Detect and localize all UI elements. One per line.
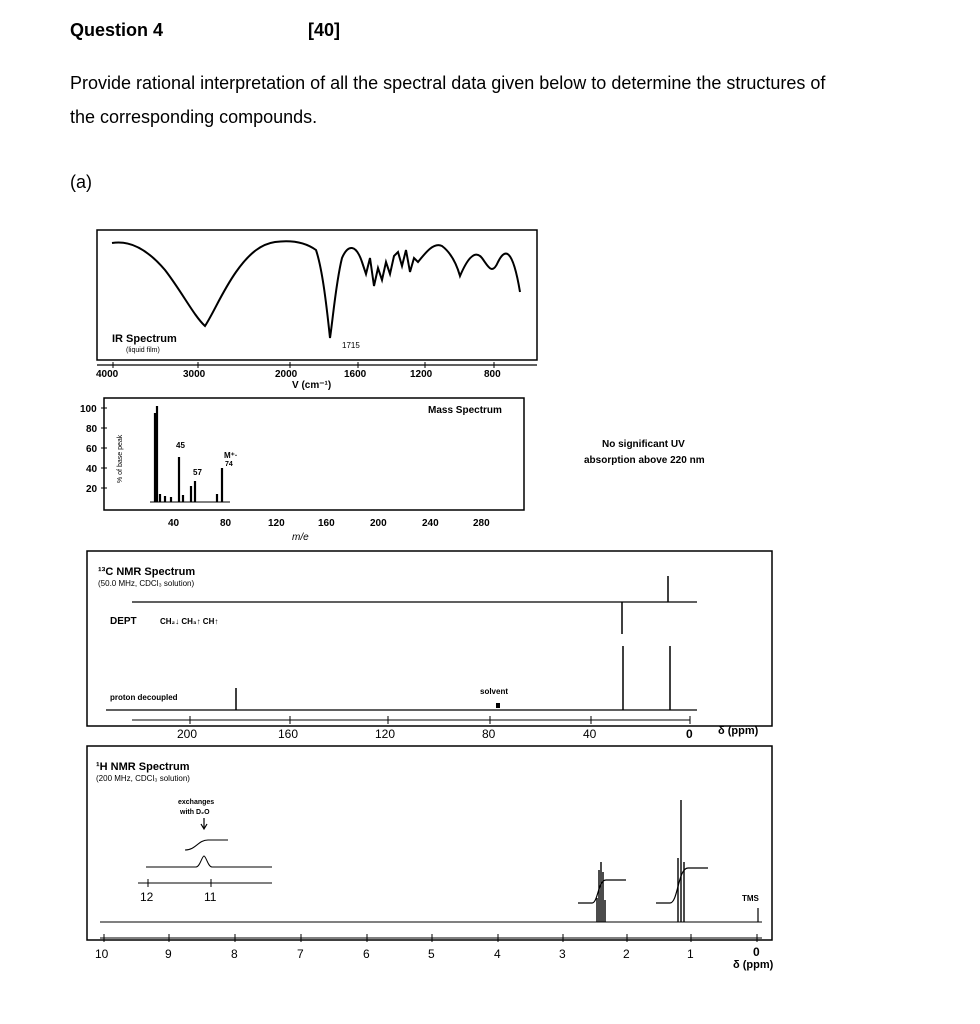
ms-molecular-ion-label: M⁺· (224, 451, 238, 460)
ms-peak-57-label: 57 (193, 468, 202, 477)
h1-triplet (678, 800, 684, 922)
decoupled-label: proton decoupled (110, 693, 178, 702)
ms-peak-74-label: 74 (225, 461, 233, 468)
uv-note-line-1: No significant UV (602, 439, 685, 450)
h1-axis-unit: δ (ppm) (733, 959, 774, 971)
integral-ch2 (578, 880, 626, 903)
ir-tick-2000: 2000 (275, 369, 298, 380)
c13-axis-unit: δ (ppm) (718, 725, 759, 737)
question-instructions: Provide rational interpretation of all the spectral data given below to determine the structures of the corresponding compounds. (70, 73, 826, 127)
ms-xtick-40: 40 (168, 518, 180, 529)
h1-tick-10: 10 (95, 947, 109, 961)
ir-tick-1200: 1200 (410, 369, 433, 380)
ms-ytick-40: 40 (86, 464, 98, 475)
question-title: Question 4 (70, 20, 164, 40)
c13-nmr-panel (87, 551, 772, 741)
ms-ytick-20: 20 (86, 484, 98, 495)
inset-tick-11: 11 (204, 890, 217, 904)
h1-title: ¹H NMR Spectrum (96, 761, 190, 773)
c13-tick-40: 40 (583, 727, 597, 741)
h1-tick-4: 4 (494, 947, 501, 961)
ir-tick-1600: 1600 (344, 369, 367, 380)
inset-oh-peak (146, 856, 272, 867)
h1-subtitle: (200 MHz, CDCl₃ solution) (96, 774, 190, 783)
ms-ytick-80: 80 (86, 424, 98, 435)
ir-absorption-trace (112, 241, 520, 338)
ir-tick-800: 800 (484, 369, 501, 380)
h1-tick-5: 5 (428, 947, 435, 961)
mass-spectrum-panel (80, 398, 524, 543)
integral-ch3 (656, 868, 708, 903)
h1-nmr-panel (87, 746, 774, 971)
ir-tick-3000: 3000 (183, 369, 206, 380)
ms-ytick-100: 100 (80, 404, 97, 415)
ir-tick-4000: 4000 (96, 369, 119, 380)
h1-tick-2: 2 (623, 947, 630, 961)
ms-xtick-280: 280 (473, 518, 490, 529)
ms-xtick-120: 120 (268, 518, 285, 529)
question-marks: [40] (308, 20, 341, 40)
c13-tick-160: 160 (278, 727, 299, 741)
c13-tick-120: 120 (375, 727, 396, 741)
ms-y-label: % of base peak (117, 434, 124, 483)
dept-legend: CH₂↓ CH₃↑ CH↑ (160, 617, 219, 626)
ms-title: Mass Spectrum (428, 405, 502, 416)
ms-x-label: m/e (292, 532, 309, 543)
ir-peak-1715-label: 1715 (342, 341, 360, 350)
h1-tick-3: 3 (559, 947, 566, 961)
c13-title: ¹³C NMR Spectrum (98, 566, 196, 578)
h1-tick-9: 9 (165, 947, 172, 961)
tms-label: TMS (742, 894, 759, 903)
ir-spectrum-panel (96, 230, 537, 391)
exchange-note-line-1: exchanges (178, 799, 215, 806)
solvent-label: solvent (480, 687, 509, 696)
ir-axis-label: V (cm⁻¹) (292, 380, 332, 391)
solvent-peak (496, 703, 500, 708)
ir-title: IR Spectrum (112, 333, 177, 345)
c13-tick-80: 80 (482, 727, 496, 741)
ms-peaks (155, 406, 222, 502)
c13-subtitle: (50.0 MHz, CDCl₃ solution) (98, 579, 195, 588)
h1-tick-6: 6 (363, 947, 370, 961)
ms-xtick-240: 240 (422, 518, 439, 529)
h1-tick-1: 1 (687, 947, 694, 961)
ir-subtitle: (liquid film) (126, 347, 160, 354)
h1-tick-0: 0 (753, 945, 760, 959)
exchange-arrow (201, 818, 207, 829)
inset-integral (185, 840, 228, 850)
dept-label: DEPT (110, 616, 137, 627)
uv-note-line-2: absorption above 220 nm (584, 455, 705, 466)
c13-tick-200: 200 (177, 727, 198, 741)
ms-xtick-80: 80 (220, 518, 232, 529)
ms-xtick-160: 160 (318, 518, 335, 529)
c13-tick-0: 0 (686, 727, 693, 741)
part-label: (a) (70, 172, 92, 192)
ms-peak-45-label: 45 (176, 441, 185, 450)
h1-tick-7: 7 (297, 947, 304, 961)
inset-tick-12: 12 (140, 890, 154, 904)
exchange-note-line-2: with D₂O (180, 809, 210, 816)
ms-ytick-60: 60 (86, 444, 98, 455)
ms-xtick-200: 200 (370, 518, 387, 529)
h1-tick-8: 8 (231, 947, 238, 961)
